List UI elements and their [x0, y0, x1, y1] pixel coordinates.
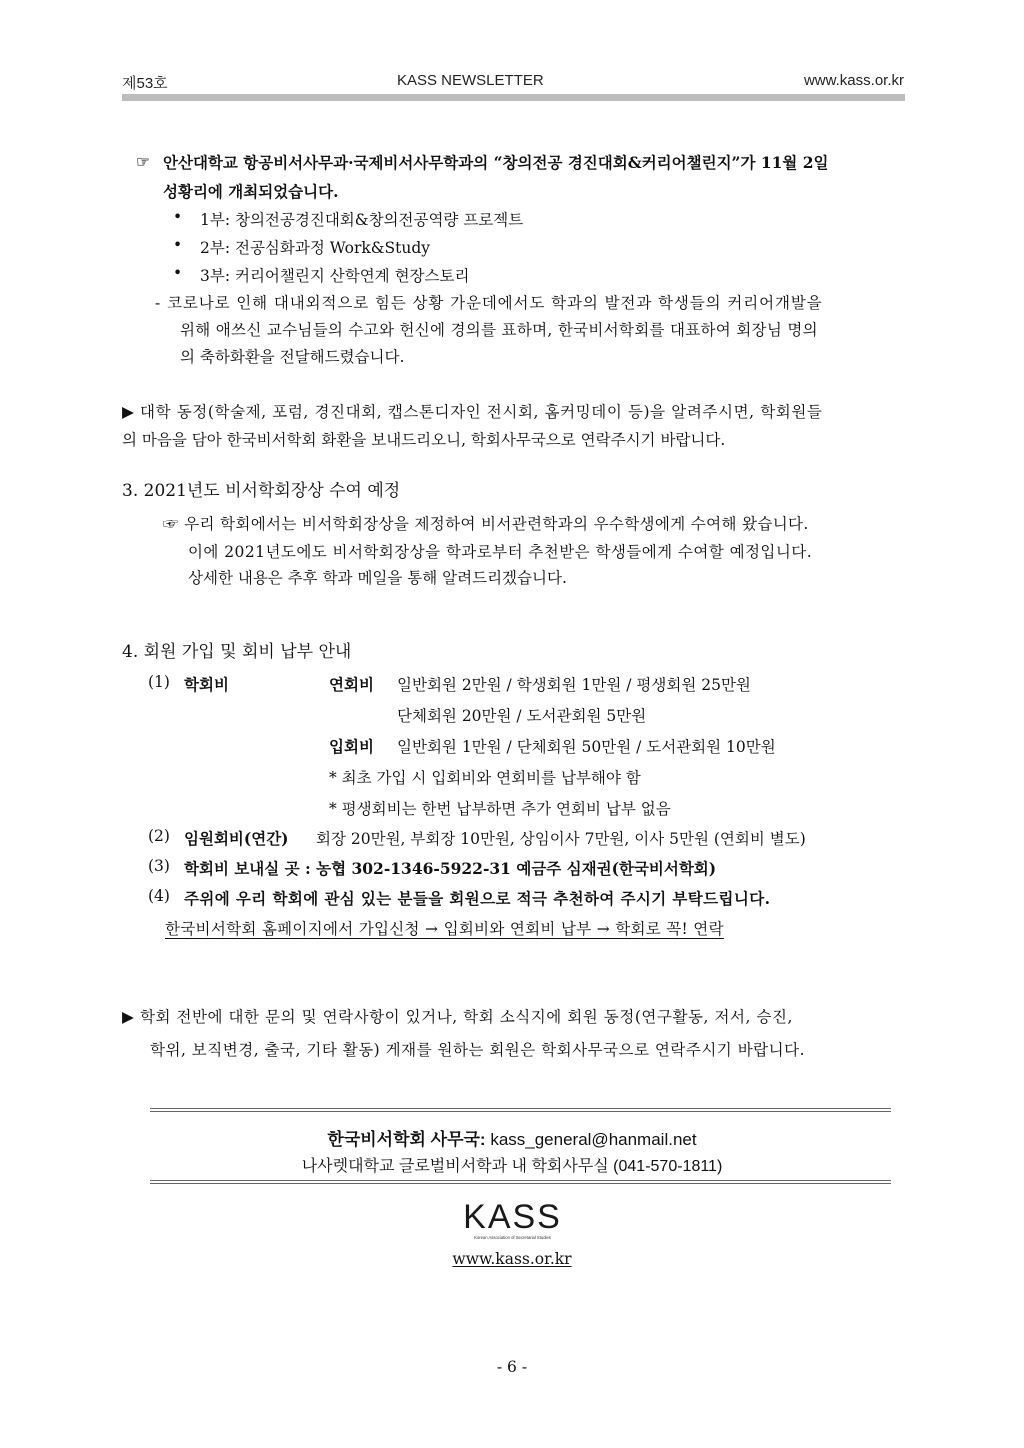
footer-top-rule: [150, 1108, 891, 1112]
join-fee-line: 일반회원 1만원 / 단체회원 50만원 / 도서관회원 10만원: [397, 738, 776, 756]
fee-label: 학회비: [184, 675, 229, 694]
event-note-line-2: 위해 애쓰신 교수님들의 수고와 헌신에 경의를 표하며, 한국비서학회를 대표하여 회장님 명의: [180, 321, 818, 339]
event-item-2: 2부: 전공심화과정 Work&Study: [200, 239, 431, 257]
office-email[interactable]: kass_general@hanmail.net: [490, 1130, 697, 1149]
bullet-icon: •: [173, 264, 183, 282]
annual-fee-line-1: 일반회원 2만원 / 학생회원 1만원 / 평생회원 25만원: [397, 676, 751, 694]
notice-2-line-2: 학위, 보직변경, 출국, 기타 활동) 게재를 원하는 회원은 학회사무국으로 연락주시기 바랍니다.: [150, 1041, 806, 1059]
account-text: 학회비 보내실 곳 : 농협 302-1346-5922-31 예금주 심재권(한국비서학회): [184, 859, 717, 878]
event-item-1: 1부: 창의전공경진대회&창의전공역량 프로젝트: [200, 211, 524, 229]
recommend-text: 주위에 우리 학회에 관심 있는 분들을 회원으로 적극 추천하여 주시기 부탁드립니다.: [184, 889, 771, 908]
officer-fee-number: (2): [148, 827, 170, 845]
page-number: - 6 -: [496, 1358, 528, 1376]
account-number: (3): [148, 857, 170, 875]
section-3-line-3: 상세한 내용은 추후 학과 메일을 통해 알려드리겠습니다.: [188, 569, 567, 587]
officer-fee-label: 임원회비(연간): [184, 829, 289, 848]
section-3-line-1: ☞ 우리 학회에서는 비서학회장상을 제정하여 비서관련학과의 우수학생에게 수여해 왔습니다.: [163, 515, 809, 533]
event-item-3: 3부: 커리어챌린지 산학연계 현장스토리: [200, 267, 470, 285]
section-3-line-2: 이에 2021년도에도 비서학회장상을 학과로부터 추천받은 학생들에게 수여할 예정입니다.: [188, 543, 813, 561]
office-address: 나사렛대학교 글로벌비서학과 내 학회사무실 (041-570-1811): [301, 1158, 723, 1175]
kass-logo: [450, 1200, 575, 1242]
bullet-icon: •: [173, 236, 183, 254]
header-rule: [122, 94, 905, 101]
pointing-hand-icon: ☞: [136, 152, 150, 171]
event-headline-line-1: 안산대학교 항공비서사무과·국제비서사무학과의 “창의전공 경진대회&커리어챌린지”가 11월 2일: [163, 153, 829, 172]
section-3-heading: 3. 2021년도 비서학회장상 수여 예정: [122, 481, 401, 501]
fee-number: (1): [148, 673, 170, 691]
office-line: [0, 1125, 1024, 1150]
join-steps: 한국비서학회 홈페이지에서 가입신청 → 입회비와 연회비 납부 → 학회로 꼭! 연락: [165, 920, 724, 938]
fee-note-1: * 최초 가입 시 입회비와 연회비를 납부해야 함: [329, 769, 641, 787]
annual-fee-label: 연회비: [329, 675, 374, 694]
event-note-line-3: 의 축하화환을 전달해드렸습니다.: [180, 348, 405, 366]
footer-bottom-rule: [150, 1180, 891, 1184]
notice-1-line-2: 의 마음을 담아 한국비서학회 화환을 보내드리오니, 학회사무국으로 연락주시기 바랍니다.: [122, 431, 726, 449]
notice-1-line-1: ▶ 대학 동정(학술제, 포럼, 경진대회, 캡스톤디자인 전시회, 홈커밍데이 등)을 알려주시면, 학회원들: [122, 403, 823, 421]
event-note-line-1: - 코로나로 인해 대내외적으로 힘든 상황 가운데에서도 학과의 발전과 학생들의 커리어개발을: [155, 294, 823, 312]
newsletter-title: KASS NEWSLETTER: [397, 72, 544, 89]
issue-number: 제53호: [122, 75, 168, 92]
office-label: 한국비서학회 사무국:: [327, 1130, 486, 1149]
fee-note-2: * 평생회비는 한번 납부하면 추가 연회비 납부 없음: [329, 800, 671, 818]
join-fee-label: 입회비: [329, 737, 374, 756]
section-4-heading: 4. 회원 가입 및 회비 납부 안내: [122, 642, 352, 662]
annual-fee-line-2: 단체회원 20만원 / 도서관회원 5만원: [397, 707, 647, 725]
notice-2-line-1: ▶ 학회 전반에 대한 문의 및 연락사항이 있거나, 학회 소식지에 회원 동정(연구활동, 저서, 승진,: [122, 1008, 794, 1026]
event-headline-line-2: 성황리에 개최되었습니다.: [163, 182, 339, 201]
recommend-number: (4): [148, 887, 170, 905]
logo-tagline: Korean Association of Secretarial Studies: [474, 1235, 551, 1240]
footer-site-link[interactable]: www.kass.or.kr: [452, 1250, 572, 1268]
bullet-icon: •: [173, 208, 183, 226]
officer-fee-text: 회장 20만원, 부회장 10만원, 상임이사 7만원, 이사 5만원 (연회비 별도): [316, 830, 806, 848]
header-url: www.kass.or.kr: [803, 72, 904, 89]
logo-text: KASS: [463, 1200, 562, 1236]
